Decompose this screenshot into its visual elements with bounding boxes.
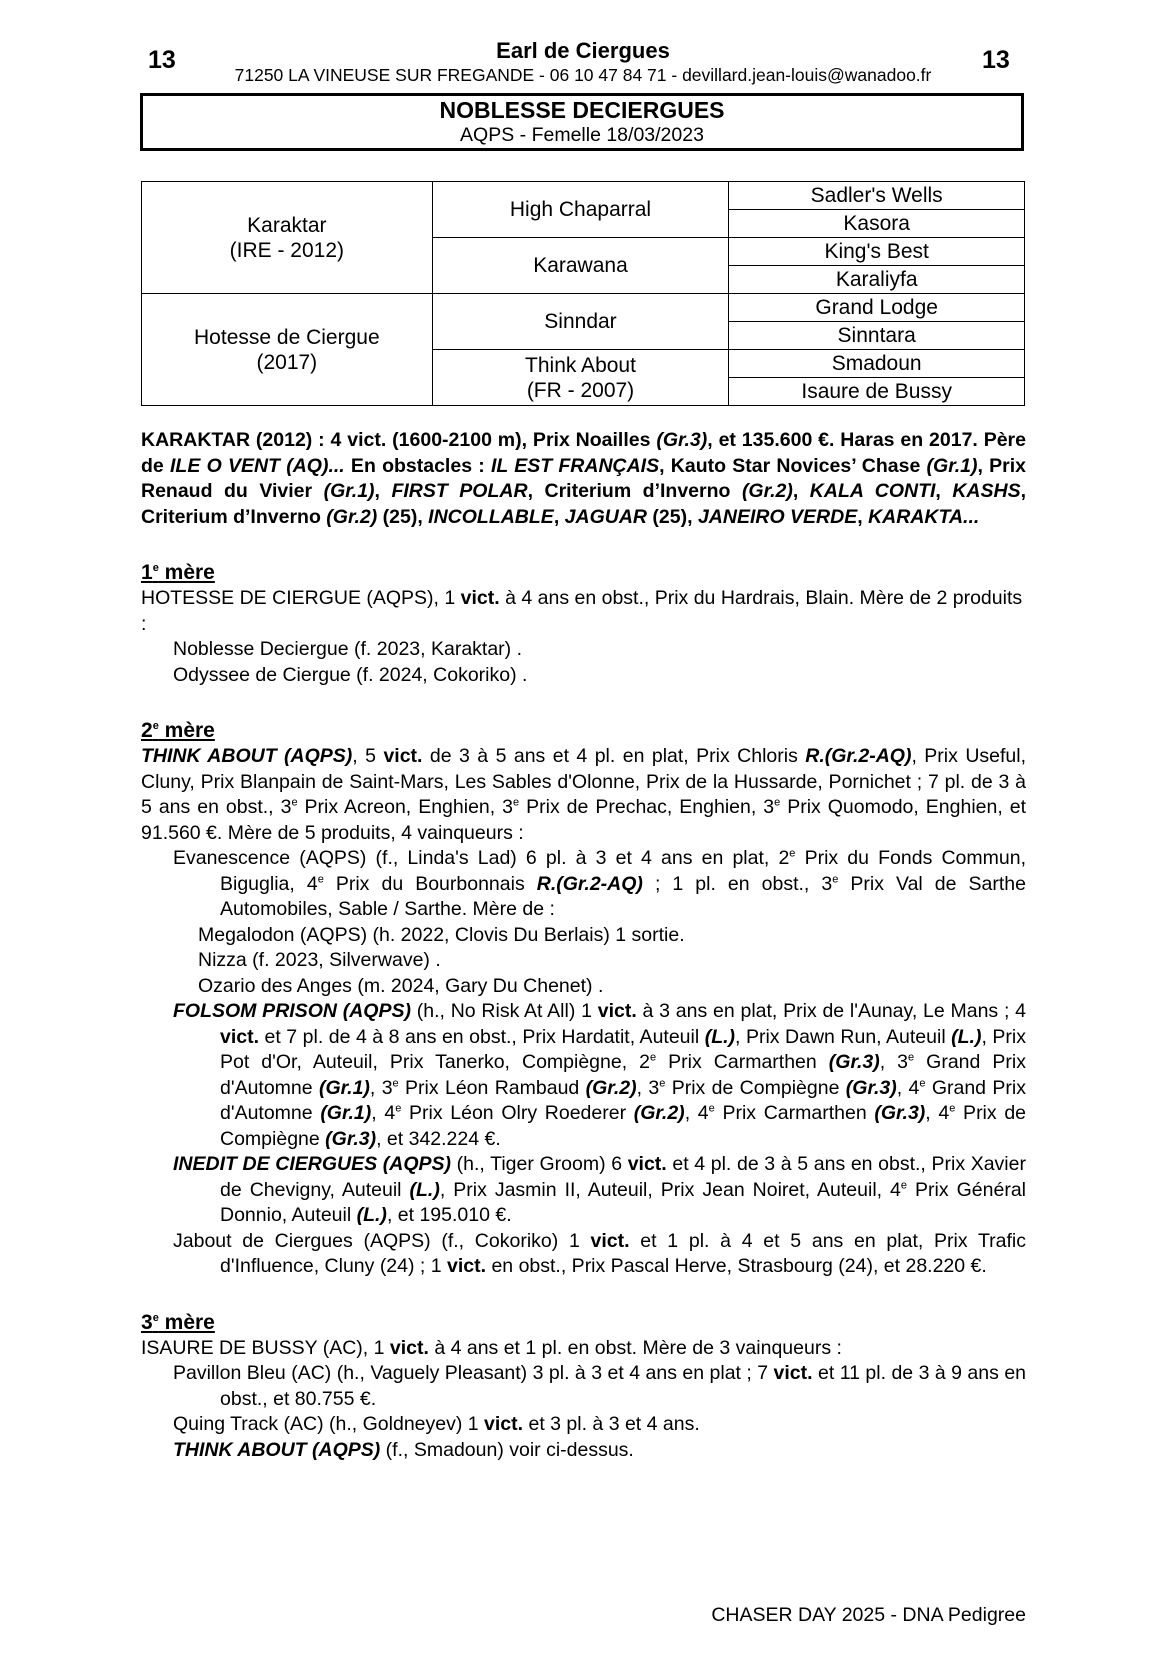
pedigree-gen2-cell (432, 238, 729, 294)
pedigree-gen3-cell: Isaure de Bussy (729, 378, 1025, 406)
dam-description: THINK ABOUT (AQPS), 5 vict. de 3 à 5 ans et 4 pl. en plat, Prix Chloris R.(Gr.2-AQ), Prix Useful, Cluny, Prix Blanpain de Saint-Mars, Les Sables d'Olonne, Prix de la Hussarde, Pornichet ; 7 pl. de 3 à 5 ans en obst., 3e Prix Acreon, Enghien, 3e Prix de Prechac, Enghien, 3e Prix Quomodo, Enghien, et 91.560 €. Mère de 5 produits, 4 vainqueurs : (141, 745, 1027, 844)
breeder-header (140, 38, 1026, 86)
pedigree-gen3-cell: Smadoun (729, 350, 1025, 378)
pedigree-gen3-cell: Sinntara (729, 322, 1025, 350)
pedigree-dam-name: Hotesse de Ciergue (194, 325, 380, 349)
produce-entry: INEDIT DE CIERGUES (AQPS) (h., Tiger Groom) 6 vict. et 4 pl. de 3 à 5 ans en obst., Prix Xavier de Chevigny, Auteuil (L.), Prix Jasmin II, Auteuil, Prix Jean Noiret, Auteuil, 4e Prix Général Donnio, Auteuil (L.), et 195.010 €. (173, 1153, 1026, 1226)
pedigree-gen2-name: High Chaparral (509, 198, 652, 221)
pedigree-gen2-name: Karawana (533, 254, 628, 277)
section-heading: 2e mère (141, 719, 215, 742)
pedigree-gen3-cell: Sadler's Wells (729, 182, 1025, 210)
pedigree-gen3-cell: Karaliyfa (729, 266, 1025, 294)
page-footer: CHASER DAY 2025 - DNA Pedigree (711, 1604, 1026, 1626)
dam-description: ISAURE DE BUSSY (AC), 1 vict. à 4 ans et 1 pl. en obst. Mère de 3 vainqueurs : (141, 1336, 842, 1359)
dam-description: HOTESSE DE CIERGUE (AQPS), 1 vict. à 4 ans en obst., Prix du Hardrais, Blain. Mère de 2 produits : (141, 587, 1023, 635)
pedigree-gen2-cell (432, 182, 729, 238)
breeder-name: Earl de Ciergues (496, 38, 670, 63)
produce-entry: Pavillon Bleu (AC) (h., Vaguely Pleasant) 3 pl. à 3 et 4 ans en plat ; 7 vict. et 11 pl. de 3 à 9 ans en obst., et 80.755 €. (173, 1362, 1027, 1410)
pedigree-table (141, 181, 1025, 406)
pedigree-sire-name: Karaktar (247, 213, 327, 237)
pedigree-gen2-name: Sinndar (544, 310, 617, 333)
third-dam-section (141, 1310, 1026, 1464)
pedigree-gen2-cell (432, 294, 729, 350)
grand-produce-entry: Megalodon (AQPS) (h. 2022, Clovis Du Berlais) 1 sortie. (198, 923, 685, 946)
pedigree-dam-detail: (2017) (256, 350, 318, 374)
lot-number-left: 13 (148, 46, 176, 74)
pedigree-sire-cell (142, 182, 433, 294)
grand-produce-entry: Nizza (f. 2023, Silverwave) . (198, 949, 441, 971)
section-heading: 3e mère (141, 1310, 215, 1334)
lot-number-right: 13 (982, 46, 1010, 74)
pedigree-gen2-cell (432, 350, 729, 406)
pedigree-gen3-cell: King's Best (729, 238, 1025, 266)
pedigree-gen3-cell: Kasora (729, 210, 1025, 238)
first-dam-section (141, 560, 1026, 688)
horse-title-box (140, 93, 1024, 151)
second-dam-section (141, 718, 1026, 1280)
breeder-address: 71250 LA VINEUSE SUR FREGANDE - 06 10 47 84 71 - devillard.jean-louis@wanadoo.fr (234, 65, 932, 85)
pedigree-sire-detail: (IRE - 2012) (229, 238, 345, 262)
section-heading: 1e mère (141, 561, 215, 584)
produce-entry: FOLSOM PRISON (AQPS) (h., No Risk At All) 1 vict. à 3 ans en plat, Prix de l'Aunay, Le Mans ; 4 vict. et 7 pl. de 4 à 8 ans en obst., Prix Hardatit, Auteuil (L.), Prix Dawn Run, Auteuil (L.), Prix Pot d'Or, Auteuil, Prix Tanerko, Compiègne, 2e Prix Carmarthen (Gr.3), 3e Grand Prix d'Automne (Gr.1), 3e Prix Léon Rambaud (Gr.2), 3e Prix de Compiègne (Gr.3), 4e Grand Prix d'Automne (Gr.1), 4e Prix Léon Olry Roederer (Gr.2), 4e Prix Carmarthen (Gr.3), 4e Prix de Compiègne (Gr.3), et 342.224 €. (173, 1000, 1027, 1150)
produce-entry: THINK ABOUT (AQPS) (f., Smadoun) voir ci-dessus. (173, 1438, 634, 1461)
produce-entry: Noblesse Deciergue (f. 2023, Karaktar) . (173, 638, 523, 660)
produce-entry: Quing Track (AC) (h., Goldneyev) 1 vict. et 3 pl. à 3 et 4 ans. (173, 1413, 700, 1435)
pedigree-dam-cell (142, 294, 433, 406)
pedigree-gen2-detail: (FR - 2007) (526, 378, 635, 402)
horse-info: AQPS - Femelle 18/03/2023 (460, 124, 704, 146)
pedigree-gen2-name: Think About (525, 353, 636, 377)
horse-name: NOBLESSE DECIERGUES (439, 97, 725, 123)
pedigree-gen3-cell: Grand Lodge (729, 294, 1025, 322)
grand-produce-entry: Ozario des Anges (m. 2024, Gary Du Chenet) . (198, 974, 604, 997)
sire-summary: KARAKTAR (2012) : 4 vict. (1600-2100 m), Prix Noailles (Gr.3), et 135.600 €. Haras en 2017. Père de ILE O VENT (AQ)... En obstacles : IL EST FRANÇAIS, Kauto Star Novices’ Chase (Gr.1), Prix Renaud du Vivier (Gr.1), FIRST POLAR, Criterium d’Inverno (Gr.2), KALA CONTI, KASHS, Criterium d’Inverno (Gr.2) (25), INCOLLABLE, JAGUAR (25), JANEIRO VERDE, KARAKTA... (141, 429, 1027, 528)
produce-entry: Jabout de Ciergues (AQPS) (f., Cokoriko) 1 vict. et 1 pl. à 4 et 5 ans en plat, Prix Trafic d'Influence, Cluny (24) ; 1 vict. en obst., Prix Pascal Herve, Strasbourg (24), et 28.220 €. (173, 1229, 1026, 1277)
produce-entry: Evanescence (AQPS) (f., Linda's Lad) 6 pl. à 3 et 4 ans en plat, 2e Prix du Fonds Commun, Biguglia, 4e Prix du Bourbonnais R.(Gr.2-AQ) ; 1 pl. en obst., 3e Prix Val de Sarthe Automobiles, Sable / Sarthe. Mère de : (173, 847, 1026, 920)
catalogue-body (141, 428, 1026, 1463)
produce-entry: Odyssee de Ciergue (f. 2024, Cokoriko) . (173, 663, 528, 686)
